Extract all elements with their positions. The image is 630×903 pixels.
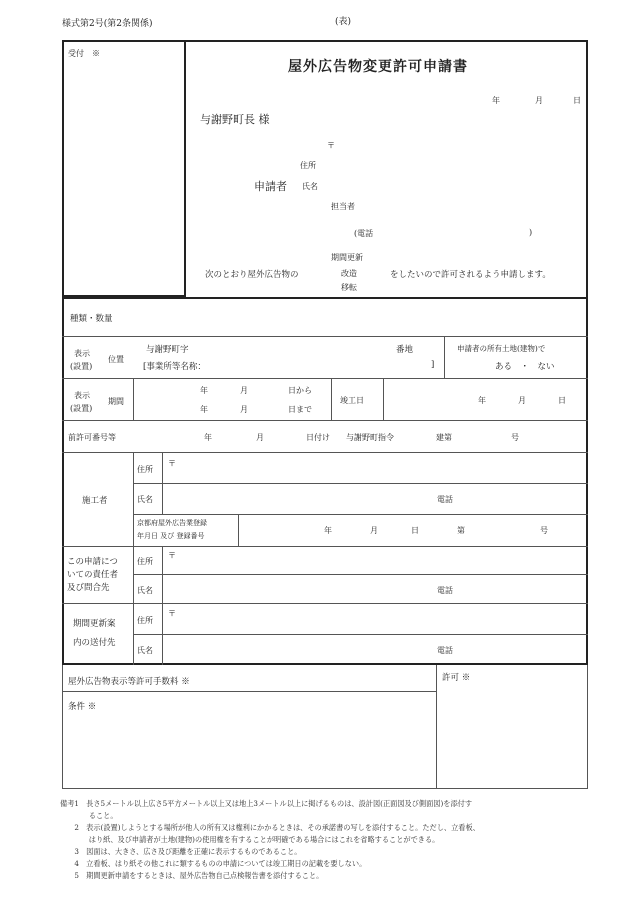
prev-permit-year: 年 bbox=[204, 433, 212, 442]
registration-label-b: 年月日 及び 登録番号 bbox=[137, 532, 205, 540]
renewal-label-1: 期間更新案 bbox=[73, 619, 116, 629]
contact-person-label: 担当者 bbox=[331, 202, 355, 211]
note-line: 3 図面は、大きさ、広さ及び距離を正確に表示するものであること。 bbox=[60, 847, 302, 856]
contractor-label: 施工者 bbox=[82, 496, 108, 506]
owner-question: 申請者の所有土地(建物)で bbox=[457, 344, 546, 353]
type-quantity-label: 種類・数量 bbox=[70, 314, 113, 324]
contractor-phone-label: 電話 bbox=[437, 495, 453, 504]
addressee: 与謝野町長 様 bbox=[200, 113, 270, 126]
registration-year: 年 bbox=[324, 526, 332, 535]
prev-permit-directive: 与謝野町指令 bbox=[346, 433, 394, 442]
location-bracket-close: ] bbox=[431, 360, 435, 370]
location-label-install: (設置) bbox=[70, 362, 93, 371]
prev-permit-month: 月 bbox=[256, 433, 264, 442]
period-to-day: 日まで bbox=[288, 405, 312, 414]
period-from-day: 日から bbox=[288, 386, 312, 395]
responsible-label-3: 及び問合先 bbox=[67, 583, 110, 593]
period-from-month: 月 bbox=[240, 386, 248, 395]
period-label-term: 期間 bbox=[108, 397, 124, 406]
form-number: 様式第2号(第2条関係) bbox=[62, 19, 153, 29]
note-line: 4 立看板、はり紙その他これに類するものの申請については竣工期日の記載を要しない。 bbox=[60, 859, 367, 868]
note-line: はり紙、及び申請者が土地(建物)の使用権を有することが明確である場合にはこれを省略することができる。 bbox=[60, 835, 440, 844]
date-month: 月 bbox=[535, 96, 543, 105]
location-label-display: 表示 bbox=[74, 349, 90, 358]
renewal-phone-label: 電話 bbox=[437, 646, 453, 655]
responsible-phone-label: 電話 bbox=[437, 586, 453, 595]
completion-label: 竣工日 bbox=[340, 396, 364, 405]
renewal-name-label: 氏名 bbox=[137, 646, 153, 655]
period-label-install: (設置) bbox=[70, 404, 93, 413]
reception-box bbox=[62, 40, 186, 297]
request-option-move: 移転 bbox=[341, 283, 357, 292]
registration-go: 号 bbox=[540, 526, 548, 535]
phone-close: ) bbox=[529, 228, 533, 237]
fee-label: 屋外広告物表示等許可手数料 ※ bbox=[68, 677, 190, 687]
date-year: 年 bbox=[492, 96, 500, 105]
renewal-postal: 〒 bbox=[168, 609, 176, 618]
note-line: 5 期間更新申請をするときは、屋外広告物自己点検報告書を添付すること。 bbox=[60, 871, 324, 880]
renewal-address-label: 住所 bbox=[137, 616, 153, 625]
side-label: (表) bbox=[335, 17, 352, 27]
request-suffix: をしたいので許可されるよう申請します。 bbox=[390, 270, 551, 280]
contractor-name-label: 氏名 bbox=[137, 495, 153, 504]
applicant-name-label: 氏名 bbox=[302, 182, 318, 191]
phone-open: (電話 bbox=[354, 229, 374, 238]
completion-year: 年 bbox=[478, 396, 486, 405]
period-to-month: 月 bbox=[240, 405, 248, 414]
postal-mark: 〒 bbox=[327, 141, 335, 150]
contractor-postal: 〒 bbox=[168, 459, 176, 468]
period-to-year: 年 bbox=[200, 405, 208, 414]
prev-permit-ken: 建第 bbox=[436, 433, 452, 442]
location-label-position: 位置 bbox=[108, 355, 124, 364]
prev-permit-label: 前許可番号等 bbox=[68, 433, 116, 442]
request-option-modify: 改造 bbox=[341, 269, 357, 278]
period-label-display: 表示 bbox=[74, 391, 90, 400]
responsible-label-1: この申請につ bbox=[67, 557, 118, 567]
completion-day: 日 bbox=[558, 396, 566, 405]
location-banchi: 番地 bbox=[396, 345, 414, 355]
note-line: ること。 bbox=[60, 811, 118, 820]
registration-label-a: 京都府屋外広告業登録 bbox=[137, 519, 207, 527]
page-title: 屋外広告物変更許可申請書 bbox=[288, 59, 468, 75]
note-line: 備考1 長さ5メートル以上広さ5平方メートル以上又は地上3メートル以上に掲げるものは、設計図(正面図及び側面図)を添付す bbox=[60, 799, 473, 808]
notes bbox=[60, 798, 480, 882]
reception-label: 受付 ※ bbox=[68, 49, 100, 58]
request-prefix: 次のとおり屋外広告物の bbox=[205, 270, 299, 280]
completion-month: 月 bbox=[518, 396, 526, 405]
location-town: 与謝野町字 bbox=[146, 345, 189, 355]
prev-permit-date: 日付け bbox=[306, 433, 330, 442]
registration-month: 月 bbox=[370, 526, 378, 535]
date-day: 日 bbox=[573, 96, 581, 105]
applicant-address-label: 住所 bbox=[300, 161, 316, 170]
owner-answer[interactable]: ある ・ ない bbox=[495, 362, 555, 372]
renewal-label-2: 内の送付先 bbox=[73, 638, 116, 648]
prev-permit-go: 号 bbox=[511, 433, 519, 442]
registration-dai: 第 bbox=[457, 526, 465, 535]
responsible-address-label: 住所 bbox=[137, 557, 153, 566]
location-business-name: [事業所等名称： bbox=[143, 362, 206, 372]
responsible-name-label: 氏名 bbox=[137, 586, 153, 595]
period-from-year: 年 bbox=[200, 386, 208, 395]
request-option-renewal: 期間更新 bbox=[331, 253, 363, 262]
responsible-postal: 〒 bbox=[168, 551, 176, 560]
permit-label: 許可 ※ bbox=[442, 673, 471, 683]
contractor-address-label: 住所 bbox=[137, 465, 153, 474]
responsible-label-2: いての責任者 bbox=[67, 570, 119, 580]
note-line: 2 表示(設置)しようとする場所が他人の所有又は権利にかかるときは、その承諾書の写しを添付すること。ただし、立看板、 bbox=[60, 823, 480, 832]
conditions-label: 条件 ※ bbox=[68, 702, 97, 712]
applicant-label: 申請者 bbox=[254, 180, 287, 193]
registration-day: 日 bbox=[411, 526, 419, 535]
